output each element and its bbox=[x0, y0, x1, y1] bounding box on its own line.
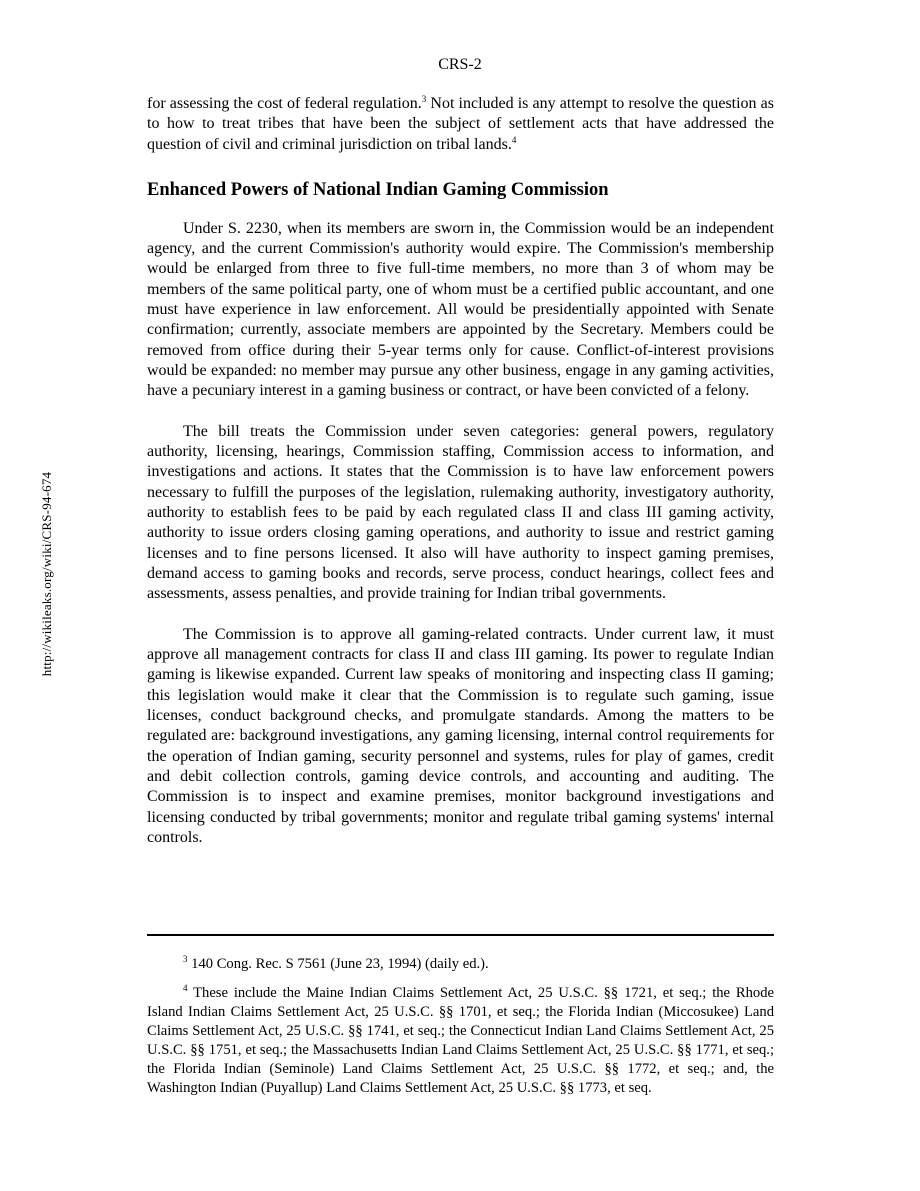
paragraph-commission-membership: Under S. 2230, when its members are sworn in, the Commission would be an independent agency, and the current Commission's authority would expire. The Commission's membership would be enlarged from three to five full-time members, no more than 3 of whom may be members of the same political party, one of whom must be a certified public accountant, and one must have experience in law enforcement. All would be presidentially appointed with Senate confirmation; currently, associate members are appointed by the Secretary. Members could be removed from office during their 5-year terms only for cause. Conflict-of-interest provisions would be expanded: no member may pursue any other business, engage in any gaming activities, have a pecuniary interest in a gaming business or contract, or have been convicted of a felony. bbox=[147, 219, 774, 400]
section-heading: Enhanced Powers of National Indian Gaming Commission bbox=[147, 179, 609, 200]
page-body bbox=[147, 94, 774, 848]
footnote-ref-4[interactable]: 4 bbox=[511, 134, 517, 145]
footnote-4 bbox=[147, 984, 774, 1098]
intro-text-a: for assessing the cost of federal regulation. bbox=[147, 95, 422, 112]
footnote-3 bbox=[147, 955, 774, 974]
paragraph-commission-categories: The bill treats the Commission under seven categories: general powers, regulatory authority, licensing, hearings, Commission staffing, Commission access to information, and investigations and actions. It states that the Commission is to have law enforcement powers necessary to fulfill the purposes of the legislation, rulemaking authority, investigatory authority, authority to establish fees to be paid by each regulated class II and class III gaming activity, authority to issue orders closing gaming operations, and authority to issue and restrict gaming licenses and to fine persons licensed. It also will have authority to inspect gaming premises, demand access to gaming books and records, serve process, conduct hearings, collect fees and assessments, assess penalties, and provide training for Indian tribal governments. bbox=[147, 422, 774, 603]
intro-paragraph bbox=[147, 94, 774, 155]
footnote-text-4: These include the Maine Indian Claims Settlement Act, 25 U.S.C. §§ 1721, et seq.; the Rhode Island Indian Claims Settlement Act, 25 U.S.C. §§ 1701, et seq.; the Florida Indian (Miccosukee) Land Claims Settlement Act, 25 U.S.C. §§ 1741, et seq.; the Connecticut Indian Land Claims Settlement Act, 25 U.S.C. §§ 1751, et seq.; the Massachusetts Indian Land Claims Settlement Act, 25 U.S.C. §§ 1771, et seq.; the Florida Indian (Seminole) Land Claims Settlement Act, 25 U.S.C. §§ 1772, et seq.; and, the Washington Indian (Puyallup) Land Claims Settlement Act, 25 U.S.C. §§ 1773, et seq. bbox=[147, 985, 774, 1096]
footnote-ref-3[interactable]: 3 bbox=[421, 94, 427, 104]
intro-text-b: Not included is any attempt to resolve the question as to how to treat tribes that have been the subject of settlement acts that have addressed the question of civil and criminal jurisdiction on tribal lands. bbox=[147, 95, 774, 153]
footnote-divider bbox=[147, 934, 774, 936]
footnote-text-3: 140 Cong. Rec. S 7561 (June 23, 1994) (daily ed.). bbox=[187, 956, 489, 972]
footnote-number-4: 4 bbox=[183, 983, 188, 993]
side-url-watermark: http://wikileaks.org/wiki/CRS-94-674 bbox=[39, 471, 54, 677]
page-header: CRS-2 bbox=[438, 56, 482, 73]
footnote-number-3: 3 bbox=[183, 954, 188, 964]
paragraph-commission-contracts: The Commission is to approve all gaming-related contracts. Under current law, it must approve all management contracts for class II and class III gaming. Its power to regulate Indian gaming is likewise expanded. Current law speaks of monitoring and inspecting class II gaming; this legislation would make it clear that the Commission is to regulate such gaming, issue licenses, conduct background checks, and promulgate standards. Among the matters to be regulated are: background investigations, any gaming licensing, internal control requirements for the operation of Indian gaming, security personnel and systems, rules for play of games, credit and debit collection controls, gaming device controls, and accounting and auditing. The Commission is to inspect and examine premises, monitor background investigations and licensing conducted by tribal governments; monitor and regulate tribal gaming systems' internal controls. bbox=[147, 625, 774, 846]
footnotes bbox=[147, 955, 774, 1098]
